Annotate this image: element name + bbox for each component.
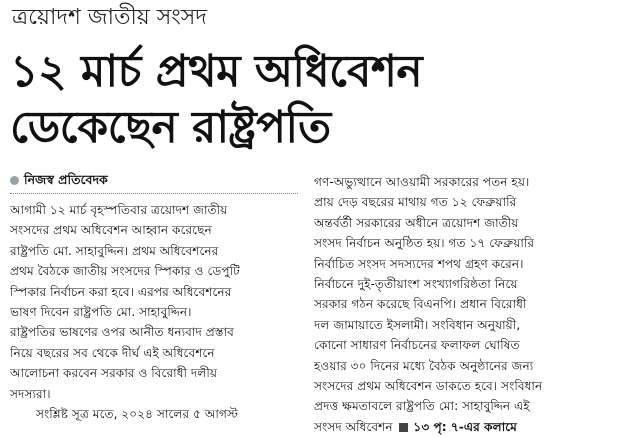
headline-line-2: ডেকেছেন রাষ্ট্রপতি (10, 102, 331, 153)
text-line: নির্বাচনে দুই-তৃতীয়াংশ সংখ্যাগরিষ্ঠতা নিয়ে (314, 277, 518, 292)
headline-line-1: ১২ মার্চ প্রথম অধিবেশন (10, 46, 423, 97)
text-line: রাষ্ট্রপতি মো. সাহাবুদ্দিন। প্রথম অধিবেশনের (10, 243, 219, 258)
bullet-dot-icon (10, 176, 19, 185)
text-line: সংসদের প্রথম অধিবেশন ডাকতে হবে। সংবিধান (314, 379, 543, 394)
text-line: নির্বাচিত সংসদ সদস্যদের শপথ গ্রহণ করেন। (314, 256, 524, 271)
text-line: গণ-অভ্যুত্থানে আওয়ামী সরকারের পতন হয়। (314, 175, 530, 189)
text-line: সংসদের প্রথম অধিবেশন আহ্বান করেছেন (10, 223, 212, 238)
text-line: আগামী ১২ মার্চ বৃহস্পতিবার ত্রয়োদশ জাতীয় (10, 203, 228, 217)
last-text-line (314, 417, 602, 437)
text-line: সরকার গঠন করেছে বিএনপি। প্রধান বিরোধী (314, 297, 527, 312)
continuation-jump: ১৩ পৃ: ৭-এর কলামে (413, 419, 517, 434)
byline (10, 170, 298, 194)
text-line: দল জামায়াতে ইসলামী। সংবিধান অনুযায়ী, (314, 317, 521, 332)
article-column-left (10, 170, 298, 424)
text-line: স্পিকার নির্বাচন করা হবে। এরপর অধিবেশনের (10, 284, 232, 299)
paragraph-2 (10, 404, 298, 424)
text-line: নিয়ে বছরের সব থেকে দীর্ঘ এই অধিবেশনে (10, 345, 215, 360)
square-bullet-icon (399, 423, 408, 432)
article-column-right (314, 172, 602, 437)
text-line: সংশ্লিষ্ট সূত্র মতে, ২০২৪ সালের ৫ আগস্ট (36, 407, 239, 422)
text-line: ভাষণ দিবেন রাষ্ট্রপতি মো. সাহাবুদ্দিন। (10, 305, 192, 320)
text-line: সংসদ নির্বাচন অনুষ্ঠিত হয়। গত ১৭ ফেব্রুয়ারি (314, 236, 535, 251)
text-line: প্রথম বৈঠকে জাতীয় সংসদের স্পিকার ও ডেপুটি (10, 264, 240, 279)
text-line: হওয়ার ৩০ দিনের মধ্যে বৈঠক অনুষ্ঠানের জন্য (314, 358, 534, 373)
kicker-section-label: ত্রয়োদশ জাতীয় সংসদ (12, 5, 207, 30)
reporter-name: নিজস্ব প্রতিবেদক (24, 172, 108, 187)
last-line-text: সংসদ অধিবেশন (314, 419, 393, 434)
paragraph-1 (10, 200, 298, 404)
text-line: সদস্যরা। (10, 386, 51, 401)
text-line: প্রায় দেড় বছরের মাথায় গত ১২ ফেব্রুয়ারি (314, 195, 517, 210)
text-line: অন্তর্বর্তী সরকারের অধীনে ত্রয়োদশ জাতীয় (314, 215, 519, 230)
text-line: প্রদত্ত ক্ষমতাবলে রাষ্ট্রপতি মো: সাহাবুদ্দিন এই (314, 399, 530, 414)
text-line: কোনো সাধারণ নির্বাচনের ফলাফল ঘোষিত (314, 338, 520, 353)
text-line: রাষ্ট্রপতির ভাষণের ওপর আনীত ধন্যবাদ প্রস্তাব (10, 325, 234, 340)
text-line: আলোচনা করবেন সরকার ও বিরোধী দলীয় (10, 366, 218, 381)
